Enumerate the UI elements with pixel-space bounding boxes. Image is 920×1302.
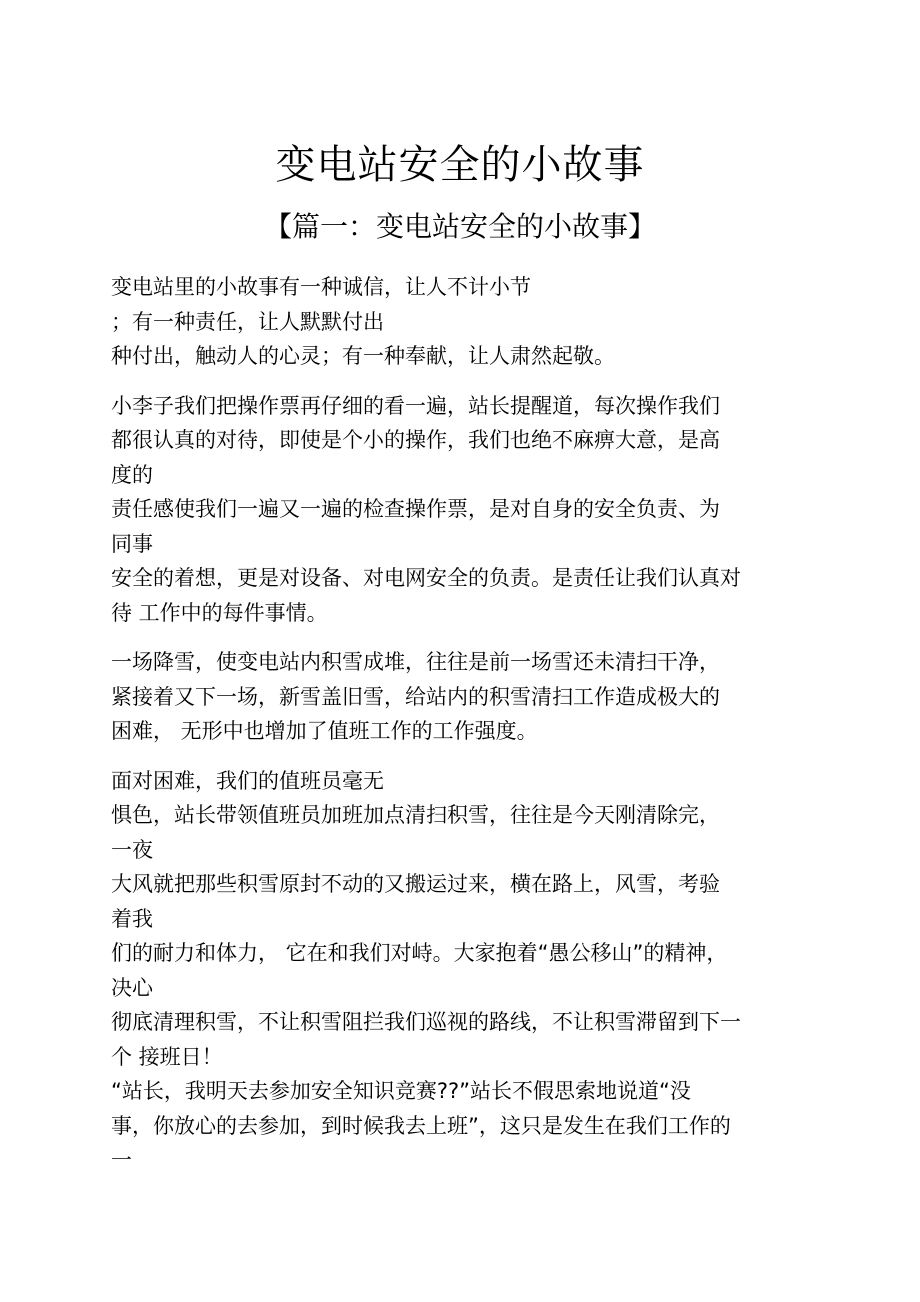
document-title: 变电站安全的小故事 xyxy=(275,141,645,188)
paragraph xyxy=(111,389,816,631)
text-line: 个 接班日！ xyxy=(111,1044,223,1069)
text-line: 一 xyxy=(111,1148,132,1172)
text-line: ；有一种责任，让人默默付出 xyxy=(111,309,384,334)
text-line: 彻底清理积雪，不让积雪阻拦我们巡视的路线，不让积雪滞留到下一 xyxy=(111,1010,741,1034)
text-line: 都很认真的对待，即使是个小的操作，我们也绝不麻痹大意，是高 xyxy=(111,428,720,452)
text-line: 们的耐力和体力， 它在和我们对峙。大家抱着“愚公移山”的精神， xyxy=(111,941,728,965)
paragraph xyxy=(111,645,816,749)
text-line: 变电站里的小故事有一种诚信，让人不计小节 xyxy=(111,275,531,299)
text-line: 度的 xyxy=(111,462,153,487)
text-line: 一夜 xyxy=(111,837,153,862)
text-line: 责任感使我们一遍又一遍的检查操作票，是对自身的安全负责、为 xyxy=(111,497,720,521)
text-line: 同事 xyxy=(111,531,153,556)
text-line: 困难， 无形中也增加了值班工作的工作强度。 xyxy=(111,719,538,743)
text-line: 着我 xyxy=(111,906,153,931)
paragraph xyxy=(111,764,816,1178)
text-line: 面对困难，我们的值班员毫无 xyxy=(111,768,384,793)
text-line: 事，你放心的去参加，到时候我去上班”，这只是发生在我们工作的 xyxy=(111,1113,731,1138)
paragraph xyxy=(111,270,816,374)
text-line: 一场降雪，使变电站内积雪成堆，往往是前一场雪还未清扫干净， xyxy=(111,650,720,674)
text-line: 大风就把那些积雪原封不动的又搬运过来，横在路上，风雪，考验 xyxy=(111,872,720,896)
text-line: 小李子我们把操作票再仔细的看一遍，站长提醒道，每次操作我们 xyxy=(111,393,720,418)
text-line: 紧接着又下一场，新雪盖旧雪，给站内的积雪清扫工作造成极大的 xyxy=(111,684,720,709)
text-line: 惧色，站长带领值班员加班加点清扫积雪，往往是今天刚清除完， xyxy=(111,803,720,827)
text-line: 种付出，触动人的心灵；有一种奉献，让人肃然起敬。 xyxy=(111,344,615,368)
text-line: 决心 xyxy=(111,975,153,1000)
text-line: 安全的着想，更是对设备、对电网安全的负责。是责任让我们认真对 xyxy=(111,566,741,590)
document-body xyxy=(111,270,816,1193)
text-line: 待 工作中的每件事情。 xyxy=(111,600,328,625)
text-line: “站长，我明天去参加安全知识竞赛??”站长不假思索地说道“没 xyxy=(111,1079,691,1103)
section-heading: 【篇一：变电站安全的小故事】 xyxy=(263,210,656,244)
